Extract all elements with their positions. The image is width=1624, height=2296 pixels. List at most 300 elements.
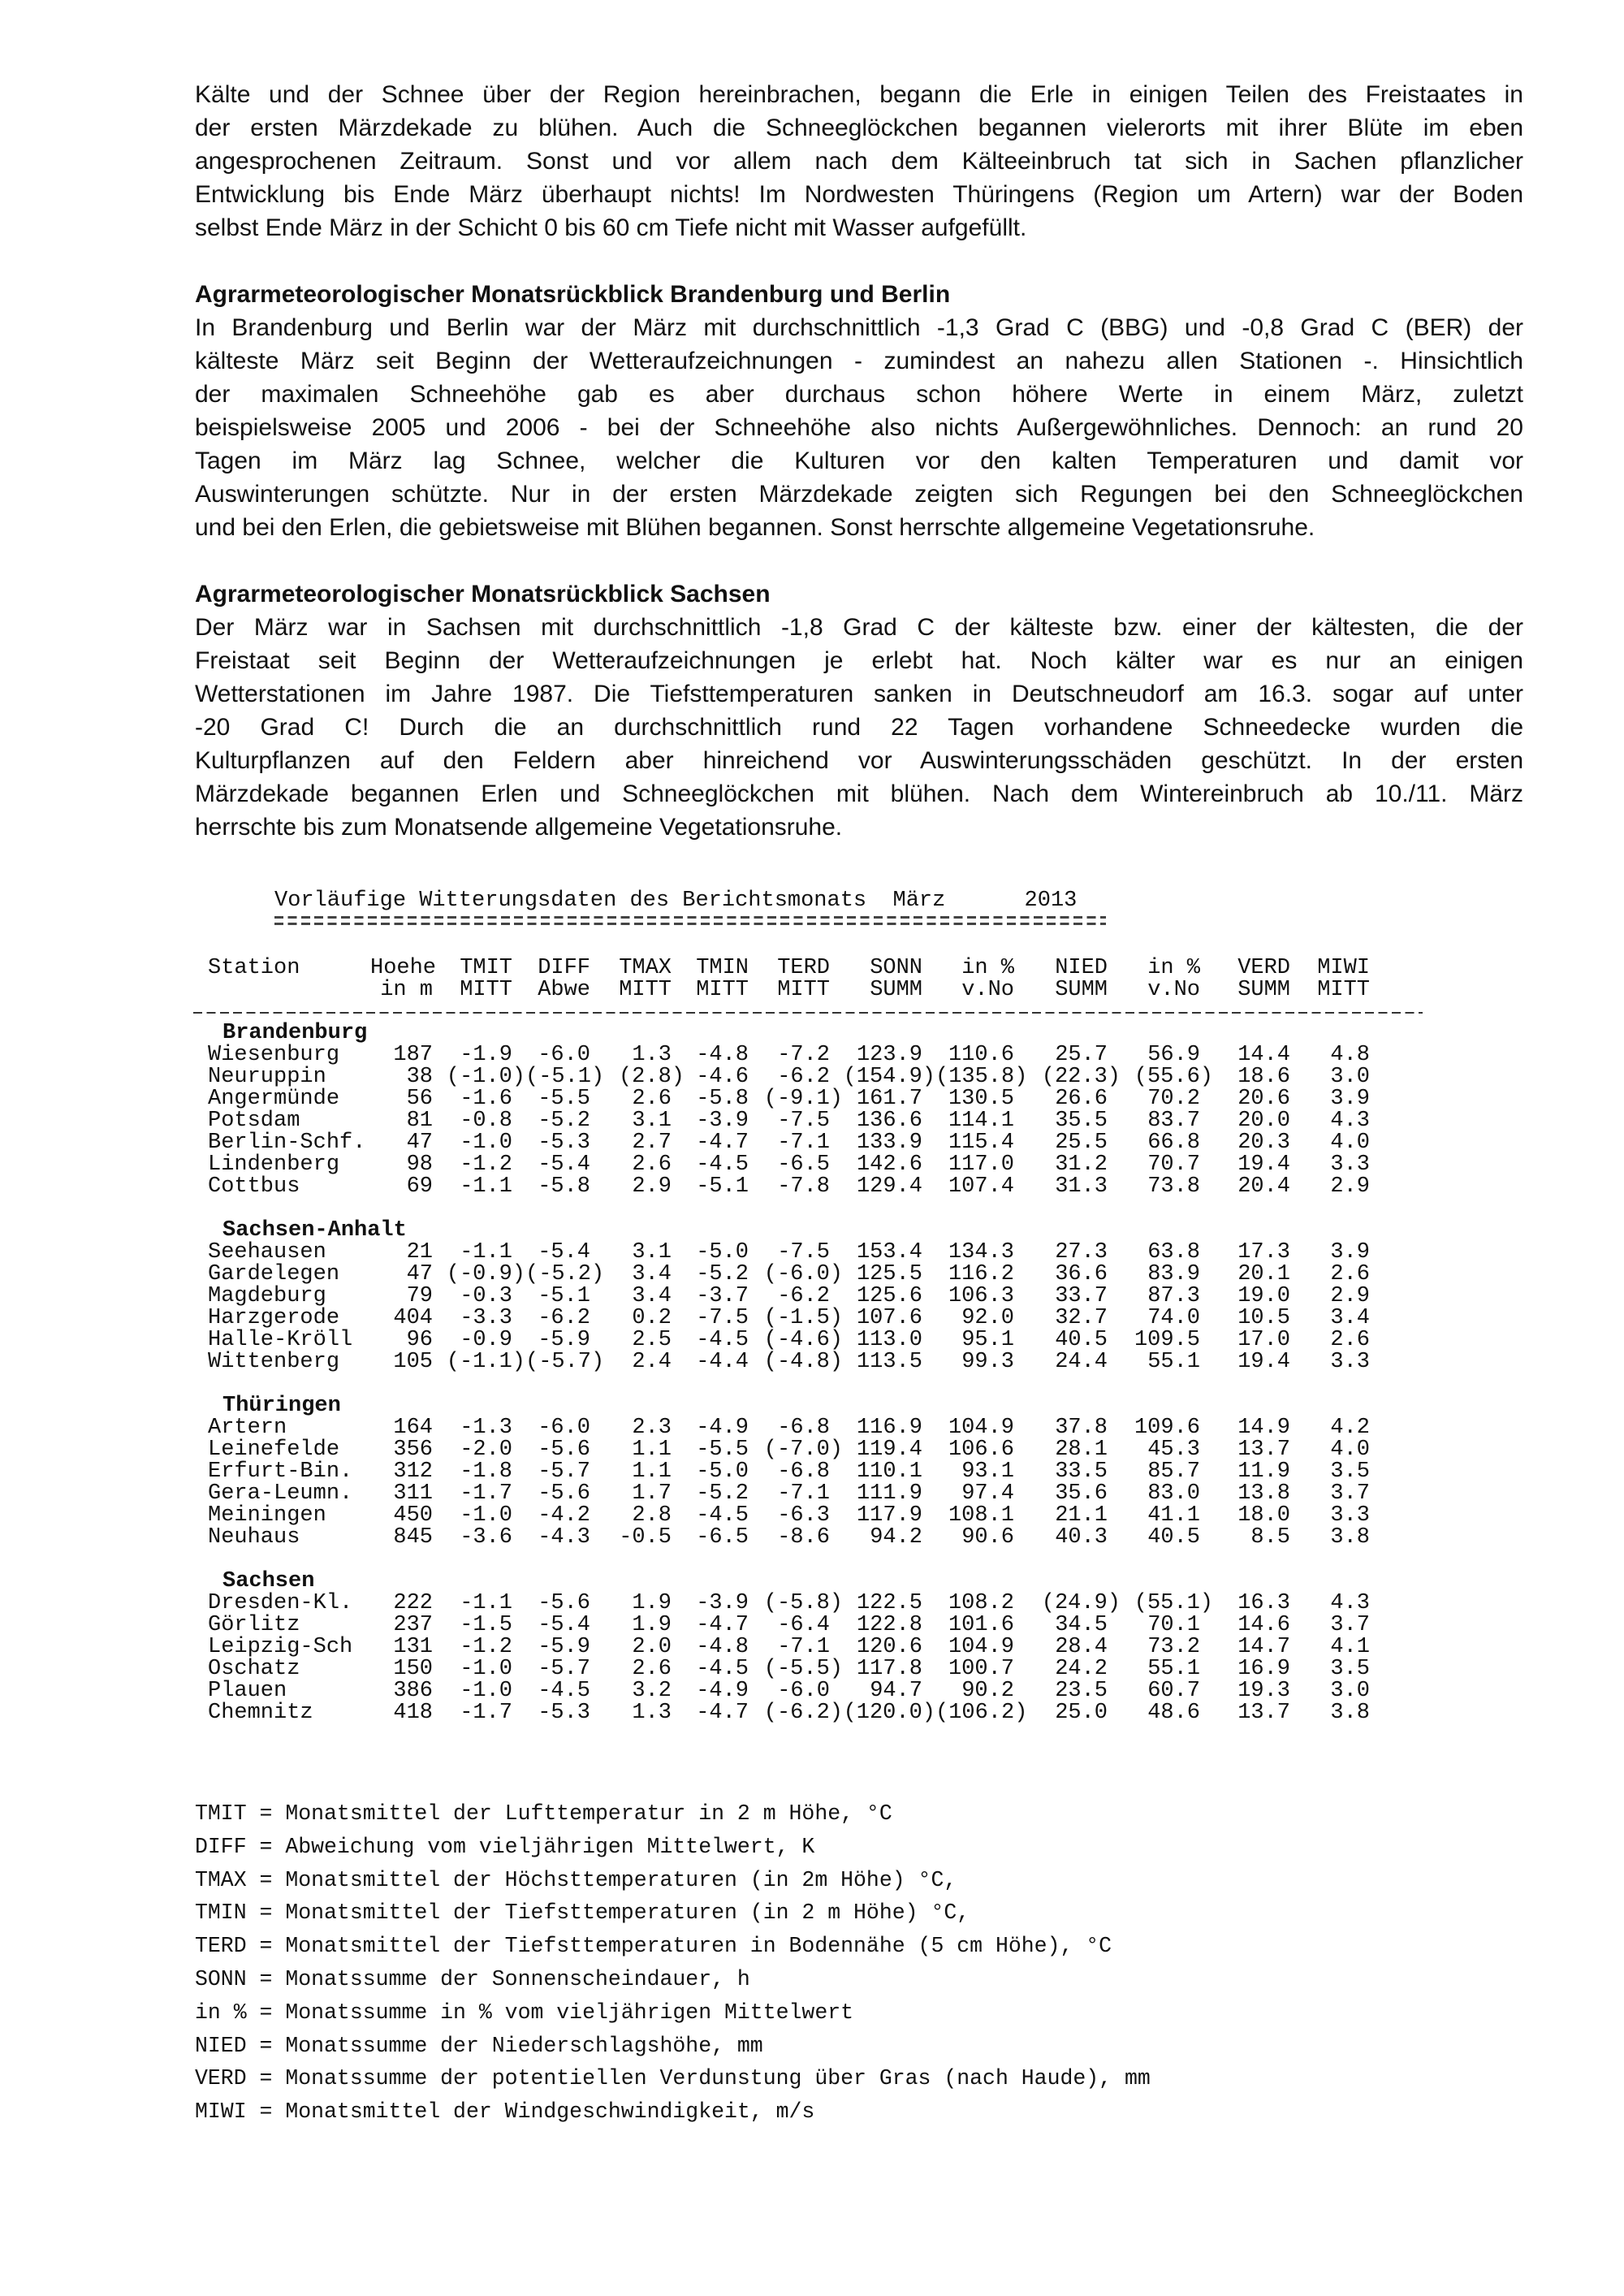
table-row [208, 1417, 1370, 1439]
table-row [208, 1330, 1370, 1351]
cell-value: 14.9 [1237, 1416, 1290, 1440]
cell-value: 31.3 [1055, 1174, 1108, 1199]
cell-value: 55.1 [1147, 1350, 1200, 1374]
column-header: in % [1147, 956, 1200, 980]
section-line-text: In Brandenburg und Berlin war der März mit durchschnittlich -1,3 Grad C (BBG) und -0,8 Grad C (BER) der [195, 314, 1523, 341]
cell-value: (-9.1) [763, 1087, 843, 1111]
cell-value: 4.3 [1330, 1109, 1370, 1133]
station-name: Magdeburg [208, 1284, 326, 1308]
cell-value: -7.5 [777, 1240, 830, 1265]
cell-value: 237 [393, 1613, 433, 1637]
cell-value: 130.5 [948, 1087, 1014, 1111]
section-line [195, 378, 1523, 411]
cell-value: 3.5 [1330, 1459, 1370, 1484]
cell-value: 2.7 [632, 1131, 672, 1155]
table-row [208, 1702, 1370, 1724]
cell-value: 1.9 [632, 1613, 672, 1637]
cell-value: 10.5 [1237, 1306, 1290, 1330]
intro-line [195, 211, 1523, 244]
cell-value: -5.6 [538, 1591, 590, 1615]
cell-value: 4.0 [1330, 1131, 1370, 1155]
report-text [195, 78, 1523, 844]
spacer [195, 544, 1523, 577]
column-header: v.No [961, 978, 1014, 1002]
table-row [208, 1439, 1370, 1461]
cell-value: 2.6 [1330, 1328, 1370, 1352]
column-header: Hoehe [370, 956, 437, 980]
cell-value: (-6.0) [763, 1262, 843, 1286]
table-row [208, 1264, 1370, 1286]
cell-value: 21.1 [1055, 1503, 1108, 1528]
cell-value: 73.8 [1147, 1174, 1200, 1199]
cell-value: 356 [393, 1438, 433, 1462]
cell-value: 35.6 [1055, 1481, 1108, 1506]
cell-value: 40.5 [1147, 1525, 1200, 1550]
intro-line [195, 111, 1523, 145]
cell-value: 69 [406, 1174, 433, 1199]
section-line-text: der maximalen Schneehöhe gab es aber durchaus schon höhere Werte in einem März, zuletzt [195, 381, 1523, 408]
cell-value: -4.8 [696, 1635, 749, 1659]
cell-value: 3.8 [1330, 1701, 1370, 1725]
cell-value: 125.6 [856, 1284, 922, 1308]
cell-value: 18.0 [1237, 1503, 1290, 1528]
cell-value: -4.5 [696, 1503, 749, 1528]
cell-value: -1.7 [460, 1481, 512, 1506]
cell-value: 142.6 [856, 1152, 922, 1177]
cell-value: 24.4 [1055, 1350, 1108, 1374]
cell-value: 25.7 [1055, 1043, 1108, 1067]
cell-value: 1.7 [632, 1481, 672, 1506]
cell-value: 47 [406, 1262, 433, 1286]
cell-value: 312 [393, 1459, 433, 1484]
section-line [195, 511, 1523, 544]
legend-item: SONN = Monatssumme der Sonnenscheindauer, h [195, 1966, 750, 1991]
cell-value: -1.3 [460, 1416, 512, 1440]
cell-value: 36.6 [1055, 1262, 1108, 1286]
section-line [195, 677, 1523, 711]
cell-value: (106.2) [935, 1701, 1028, 1725]
cell-value: 418 [393, 1701, 433, 1725]
cell-value: 404 [393, 1306, 433, 1330]
cell-value: 122.5 [856, 1591, 922, 1615]
cell-value: 3.7 [1330, 1481, 1370, 1506]
section-line [195, 777, 1523, 811]
cell-value: -5.9 [538, 1635, 590, 1659]
station-name: Potsdam [208, 1109, 300, 1133]
cell-value: 116.9 [856, 1416, 922, 1440]
cell-value: 108.1 [948, 1503, 1014, 1528]
table-row [208, 1593, 1370, 1615]
cell-value: (24.9) [1041, 1591, 1121, 1615]
cell-value: -7.5 [696, 1306, 749, 1330]
cell-value: 120.6 [856, 1635, 922, 1659]
cell-value: 2.0 [632, 1635, 672, 1659]
cell-value: 25.0 [1055, 1701, 1108, 1725]
cell-value: 17.3 [1237, 1240, 1290, 1265]
cell-value: 3.9 [1330, 1240, 1370, 1265]
cell-value: -1.2 [460, 1152, 512, 1177]
cell-value: 63.8 [1147, 1240, 1200, 1265]
cell-value: (-7.0) [763, 1438, 843, 1462]
cell-value: -5.2 [696, 1481, 749, 1506]
station-name: Angermünde [208, 1087, 340, 1111]
cell-value: -6.5 [696, 1525, 749, 1550]
cell-value: (-5.2) [525, 1262, 605, 1286]
cell-value: 18.6 [1237, 1065, 1290, 1089]
station-name: Cottbus [208, 1174, 300, 1199]
cell-value: (-5.8) [763, 1591, 843, 1615]
column-header: Station [208, 956, 300, 980]
column-header: MITT [696, 978, 749, 1002]
cell-value: 104.9 [948, 1635, 1014, 1659]
column-header: TMIN [696, 956, 749, 980]
intro-line [195, 145, 1523, 178]
cell-value: 222 [393, 1591, 433, 1615]
cell-value: (-1.5) [763, 1306, 843, 1330]
column-header: DIFF [538, 956, 590, 980]
section-line-text: kälteste März seit Beginn der Wetteraufzeichnungen - zumindest an nahezu allen Stationen -. Hinsichtlich [195, 348, 1523, 374]
station-group [208, 1395, 1370, 1549]
cell-value: (-5.5) [763, 1657, 843, 1681]
cell-value: -3.7 [696, 1284, 749, 1308]
cell-value: 19.0 [1237, 1284, 1290, 1308]
legend-item: DIFF = Abweichung vom vieljährigen Mittelwert, K [195, 1834, 815, 1859]
table-row [208, 1527, 1370, 1549]
cell-value: 100.7 [948, 1657, 1014, 1681]
table-row [208, 1110, 1370, 1132]
cell-value: -6.8 [777, 1459, 830, 1484]
station-name: Neuhaus [208, 1525, 300, 1550]
section-line [195, 411, 1523, 444]
cell-value: 11.9 [1237, 1459, 1290, 1484]
cell-value: (-5.1) [525, 1065, 605, 1089]
cell-value: 47 [406, 1131, 433, 1155]
cell-value: 83.0 [1147, 1481, 1200, 1506]
legend-item: NIED = Monatssumme der Niederschlagshöhe, mm [195, 2033, 763, 2058]
cell-value: 20.4 [1237, 1174, 1290, 1199]
cell-value: 4.8 [1330, 1043, 1370, 1067]
cell-value: 41.1 [1147, 1503, 1200, 1528]
section-line-text: Freistaat seit Beginn der Wetteraufzeichnungen je erlebt hat. Noch kälter war es nur an einigen [195, 647, 1523, 674]
intro-line-text: angesprochenen Zeitraum. Sonst und vor allem nach dem Kälteeinbruch tat sich in Sachen pflanzlicher [195, 148, 1523, 175]
column-header: TMAX [619, 956, 672, 980]
cell-value: -5.4 [538, 1613, 590, 1637]
station-name: Harzgerode [208, 1306, 340, 1330]
station-name: Lindenberg [208, 1152, 340, 1177]
station-name: Artern [208, 1416, 287, 1440]
intro-line-text: Entwicklung bis Ende März überhaupt nichts! Im Nordwesten Thüringens (Region um Artern) war der Boden [195, 181, 1523, 208]
column-header: TMIT [460, 956, 512, 980]
cell-value: 98 [406, 1152, 433, 1177]
cell-value: 3.9 [1330, 1087, 1370, 1111]
cell-value: 4.2 [1330, 1416, 1370, 1440]
cell-value: -5.7 [538, 1657, 590, 1681]
station-name: Erfurt-Bin. [208, 1459, 353, 1484]
table-row [208, 1286, 1370, 1308]
cell-value: 20.6 [1237, 1087, 1290, 1111]
cell-value: -4.5 [696, 1152, 749, 1177]
section-line-text: Tagen im März lag Schnee, welcher die Kulturen vor den kalten Temperaturen und damit vor [195, 448, 1523, 474]
table-row [208, 1615, 1370, 1637]
cell-value: 2.9 [632, 1174, 672, 1199]
cell-value: 117.8 [856, 1657, 922, 1681]
cell-value: 16.9 [1237, 1657, 1290, 1681]
legend-item: VERD = Monatssumme der potentiellen Verdunstung über Gras (nach Haude), mm [195, 2066, 1151, 2091]
station-name: Halle-Kröll [208, 1328, 353, 1352]
cell-value: 2.9 [1330, 1284, 1370, 1308]
cell-value: 107.4 [948, 1174, 1014, 1199]
cell-value: 27.3 [1055, 1240, 1108, 1265]
cell-value: 99.3 [961, 1350, 1014, 1374]
column-header: VERD [1237, 956, 1290, 980]
header-row [208, 958, 1370, 979]
table-row [208, 1351, 1370, 1373]
legend-item: TMIN = Monatsmittel der Tiefsttemperaturen (in 2 m Höhe) °C, [195, 1900, 970, 1926]
cell-value: 13.8 [1237, 1481, 1290, 1506]
cell-value: 131 [393, 1635, 433, 1659]
cell-value: -1.8 [460, 1459, 512, 1484]
cell-value: 35.5 [1055, 1109, 1108, 1133]
cell-value: 96 [406, 1328, 433, 1352]
cell-value: 0.2 [632, 1306, 672, 1330]
cell-value: -4.7 [696, 1613, 749, 1637]
column-header: SUMM [870, 978, 922, 1002]
table-row [208, 1066, 1370, 1088]
intro-line-text: der ersten Märzdekade zu blühen. Auch die Schneeglöckchen begannen vielerorts mit ihrer Blüte im eben [195, 115, 1523, 141]
cell-value: (-4.8) [763, 1350, 843, 1374]
cell-value: -5.9 [538, 1328, 590, 1352]
cell-value: 187 [393, 1043, 433, 1067]
cell-value: -0.5 [619, 1525, 672, 1550]
cell-value: -5.0 [696, 1459, 749, 1484]
cell-value: 2.5 [632, 1328, 672, 1352]
cell-value: 81 [406, 1109, 433, 1133]
cell-value: -6.8 [777, 1416, 830, 1440]
cell-value: 125.5 [856, 1262, 922, 1286]
station-group [208, 1220, 1370, 1373]
station-name: Gardelegen [208, 1262, 340, 1286]
table-row [208, 1154, 1370, 1176]
intro-line [195, 78, 1523, 111]
cell-value: 115.4 [948, 1131, 1014, 1155]
cell-value: 129.4 [856, 1174, 922, 1199]
legend-item: MIWI = Monatsmittel der Windgeschwindigkeit, m/s [195, 2099, 815, 2125]
table-row [208, 1461, 1370, 1483]
header-row [208, 979, 1370, 1001]
section-heading: Agrarmeteorologischer Monatsrückblick Sachsen [195, 581, 771, 608]
table-row [208, 1680, 1370, 1702]
intro-line-text: Kälte und der Schnee über der Region hereinbrachen, begann die Erle in einigen Teilen des Freistaates in [195, 81, 1523, 108]
cell-value: 164 [393, 1416, 433, 1440]
cell-value: -1.0 [460, 1131, 512, 1155]
column-header: MIWI [1317, 956, 1370, 980]
cell-value: 14.6 [1237, 1613, 1290, 1637]
cell-value: 2.6 [632, 1657, 672, 1681]
cell-value: -5.0 [696, 1240, 749, 1265]
cell-value: -3.6 [460, 1525, 512, 1550]
cell-value: -1.6 [460, 1087, 512, 1111]
cell-value: -2.0 [460, 1438, 512, 1462]
table-row [208, 1308, 1370, 1330]
cell-value: 28.4 [1055, 1635, 1108, 1659]
cell-value: -5.6 [538, 1438, 590, 1462]
cell-value: -7.1 [777, 1635, 830, 1659]
section-line-text: Wetterstationen im Jahre 1987. Die Tiefsttemperaturen sanken in Deutschneudorf am 16.3. sogar auf unter [195, 681, 1523, 707]
cell-value: 92.0 [961, 1306, 1014, 1330]
cell-value: 14.7 [1237, 1635, 1290, 1659]
table-header [208, 958, 1370, 1001]
cell-value: 2.9 [1330, 1174, 1370, 1199]
column-header [208, 979, 370, 1001]
cell-value: 87.3 [1147, 1284, 1200, 1308]
section-line-text: herrschte bis zum Monatsende allgemeine Vegetationsruhe. [195, 814, 843, 841]
cell-value: 117.0 [948, 1152, 1014, 1177]
cell-value: -6.2 [777, 1284, 830, 1308]
cell-value: 1.1 [632, 1459, 672, 1484]
cell-value: 110.1 [856, 1459, 922, 1484]
station-name: Wiesenburg [208, 1043, 340, 1067]
cell-value: 23.5 [1055, 1679, 1108, 1703]
cell-value: 1.1 [632, 1438, 672, 1462]
station-name: Wittenberg [208, 1350, 340, 1374]
cell-value: 134.3 [948, 1240, 1014, 1265]
column-header: SUMM [1237, 978, 1290, 1002]
cell-value: 117.9 [856, 1503, 922, 1528]
table-row [208, 1242, 1370, 1264]
cell-value: 32.7 [1055, 1306, 1108, 1330]
cell-value: 114.1 [948, 1109, 1014, 1133]
cell-value: 113.5 [856, 1350, 922, 1374]
cell-value: (-1.0) [446, 1065, 525, 1089]
cell-value: -6.3 [777, 1503, 830, 1528]
cell-value: -3.9 [696, 1591, 749, 1615]
cell-value: 13.7 [1237, 1438, 1290, 1462]
cell-value: -5.4 [538, 1240, 590, 1265]
legend-item: TMIT = Monatsmittel der Lufttemperatur in 2 m Höhe, °C [195, 1801, 892, 1826]
cell-value: 21 [406, 1240, 433, 1265]
intro-line-text: selbst Ende März in der Schicht 0 bis 60 cm Tiefe nicht mit Wasser aufgefüllt. [195, 214, 1027, 241]
cell-value: 95.1 [961, 1328, 1014, 1352]
cell-value: -4.5 [696, 1328, 749, 1352]
cell-value: 56 [406, 1087, 433, 1111]
cell-value: 111.9 [856, 1481, 922, 1506]
table-row [208, 1658, 1370, 1680]
cell-value: (-0.9) [446, 1262, 525, 1286]
cell-value: 28.1 [1055, 1438, 1108, 1462]
cell-value: -3.9 [696, 1109, 749, 1133]
cell-value: -1.0 [460, 1657, 512, 1681]
cell-value: 161.7 [856, 1087, 922, 1111]
cell-value: 3.8 [1330, 1525, 1370, 1550]
cell-value: 93.1 [961, 1459, 1014, 1484]
cell-value: -0.8 [460, 1109, 512, 1133]
cell-value: -6.4 [777, 1613, 830, 1637]
cell-value: -1.2 [460, 1635, 512, 1659]
section-line-text: Der März war in Sachsen mit durchschnittlich -1,8 Grad C der kälteste bzw. einer der kältesten, die der [195, 614, 1523, 641]
station-name: Leinefelde [208, 1438, 340, 1462]
cell-value: 110.6 [948, 1043, 1014, 1067]
cell-value: 845 [393, 1525, 433, 1550]
cell-value: -7.2 [777, 1043, 830, 1067]
station-group [208, 1571, 1370, 1724]
cell-value: 31.2 [1055, 1152, 1108, 1177]
column-header: NIED [1055, 956, 1108, 980]
station-name: Plauen [208, 1679, 287, 1703]
section-line-text: beispielsweise 2005 und 2006 - bei der Schneehöhe also nichts Außergewöhnliches. Dennoch: an rund 20 [195, 414, 1523, 441]
cell-value: 104.9 [948, 1416, 1014, 1440]
cell-value: 386 [393, 1679, 433, 1703]
table-row [208, 1132, 1370, 1154]
cell-value: 3.1 [632, 1109, 672, 1133]
cell-value: 109.6 [1134, 1416, 1200, 1440]
cell-value: 2.3 [632, 1416, 672, 1440]
legend-item: TERD = Monatsmittel der Tiefsttemperaturen in Bodennähe (5 cm Höhe), °C [195, 1934, 1112, 1959]
station-name: Dresden-Kl. [208, 1591, 353, 1615]
cell-value: 16.3 [1237, 1591, 1290, 1615]
cell-value: 24.2 [1055, 1657, 1108, 1681]
cell-value: 70.2 [1147, 1087, 1200, 1111]
cell-value: 20.0 [1237, 1109, 1290, 1133]
station-name: Oschatz [208, 1657, 300, 1681]
section-line [195, 344, 1523, 378]
column-header: Abwe [538, 978, 590, 1002]
cell-value: -1.1 [460, 1174, 512, 1199]
cell-value: -4.6 [696, 1065, 749, 1089]
cell-value: (55.6) [1134, 1065, 1213, 1089]
station-name: Leipzig-Sch [208, 1635, 353, 1659]
cell-value: -4.9 [696, 1679, 749, 1703]
section-line [195, 744, 1523, 777]
group-heading: Brandenburg [222, 1021, 368, 1045]
cell-value: 3.3 [1330, 1152, 1370, 1177]
cell-value: 3.3 [1330, 1503, 1370, 1528]
station-name: Seehausen [208, 1240, 326, 1265]
cell-value: 34.5 [1055, 1613, 1108, 1637]
cell-value: 3.4 [632, 1262, 672, 1286]
cell-value: -6.5 [777, 1152, 830, 1177]
section-line [195, 611, 1523, 644]
cell-value: 38 [406, 1065, 433, 1089]
cell-value: -5.5 [538, 1087, 590, 1111]
cell-value: 79 [406, 1284, 433, 1308]
cell-value: 45.3 [1147, 1438, 1200, 1462]
cell-value: 119.4 [856, 1438, 922, 1462]
cell-value: 4.3 [1330, 1591, 1370, 1615]
cell-value: 17.0 [1237, 1328, 1290, 1352]
cell-value: 1.3 [632, 1701, 672, 1725]
cell-value: 1.3 [632, 1043, 672, 1067]
legend-item: in % = Monatssumme in % vom vieljährigen Mittelwert [195, 2000, 854, 2025]
station-group [208, 1023, 1370, 1198]
cell-value: 311 [393, 1481, 433, 1506]
abbreviation-legend [195, 1797, 1151, 2129]
cell-value: -5.3 [538, 1701, 590, 1725]
cell-value: 40.5 [1055, 1328, 1108, 1352]
header-divider [193, 1012, 1423, 1014]
section-line-text: und bei den Erlen, die gebietsweise mit Blühen begannen. Sonst herrschte allgemeine Vegetationsruhe. [195, 514, 1315, 541]
section-heading: Agrarmeteorologischer Monatsrückblick Brandenburg und Berlin [195, 281, 951, 308]
group-heading: Sachsen [222, 1569, 315, 1593]
cell-value: 90.2 [961, 1679, 1014, 1703]
cell-value: 2.6 [632, 1152, 672, 1177]
cell-value: -7.8 [777, 1174, 830, 1199]
cell-value: 3.7 [1330, 1613, 1370, 1637]
cell-value: 122.8 [856, 1613, 922, 1637]
cell-value: 106.6 [948, 1438, 1014, 1462]
cell-value: -5.8 [538, 1174, 590, 1199]
cell-value: (154.9) [843, 1065, 935, 1089]
cell-value: -4.3 [538, 1525, 590, 1550]
